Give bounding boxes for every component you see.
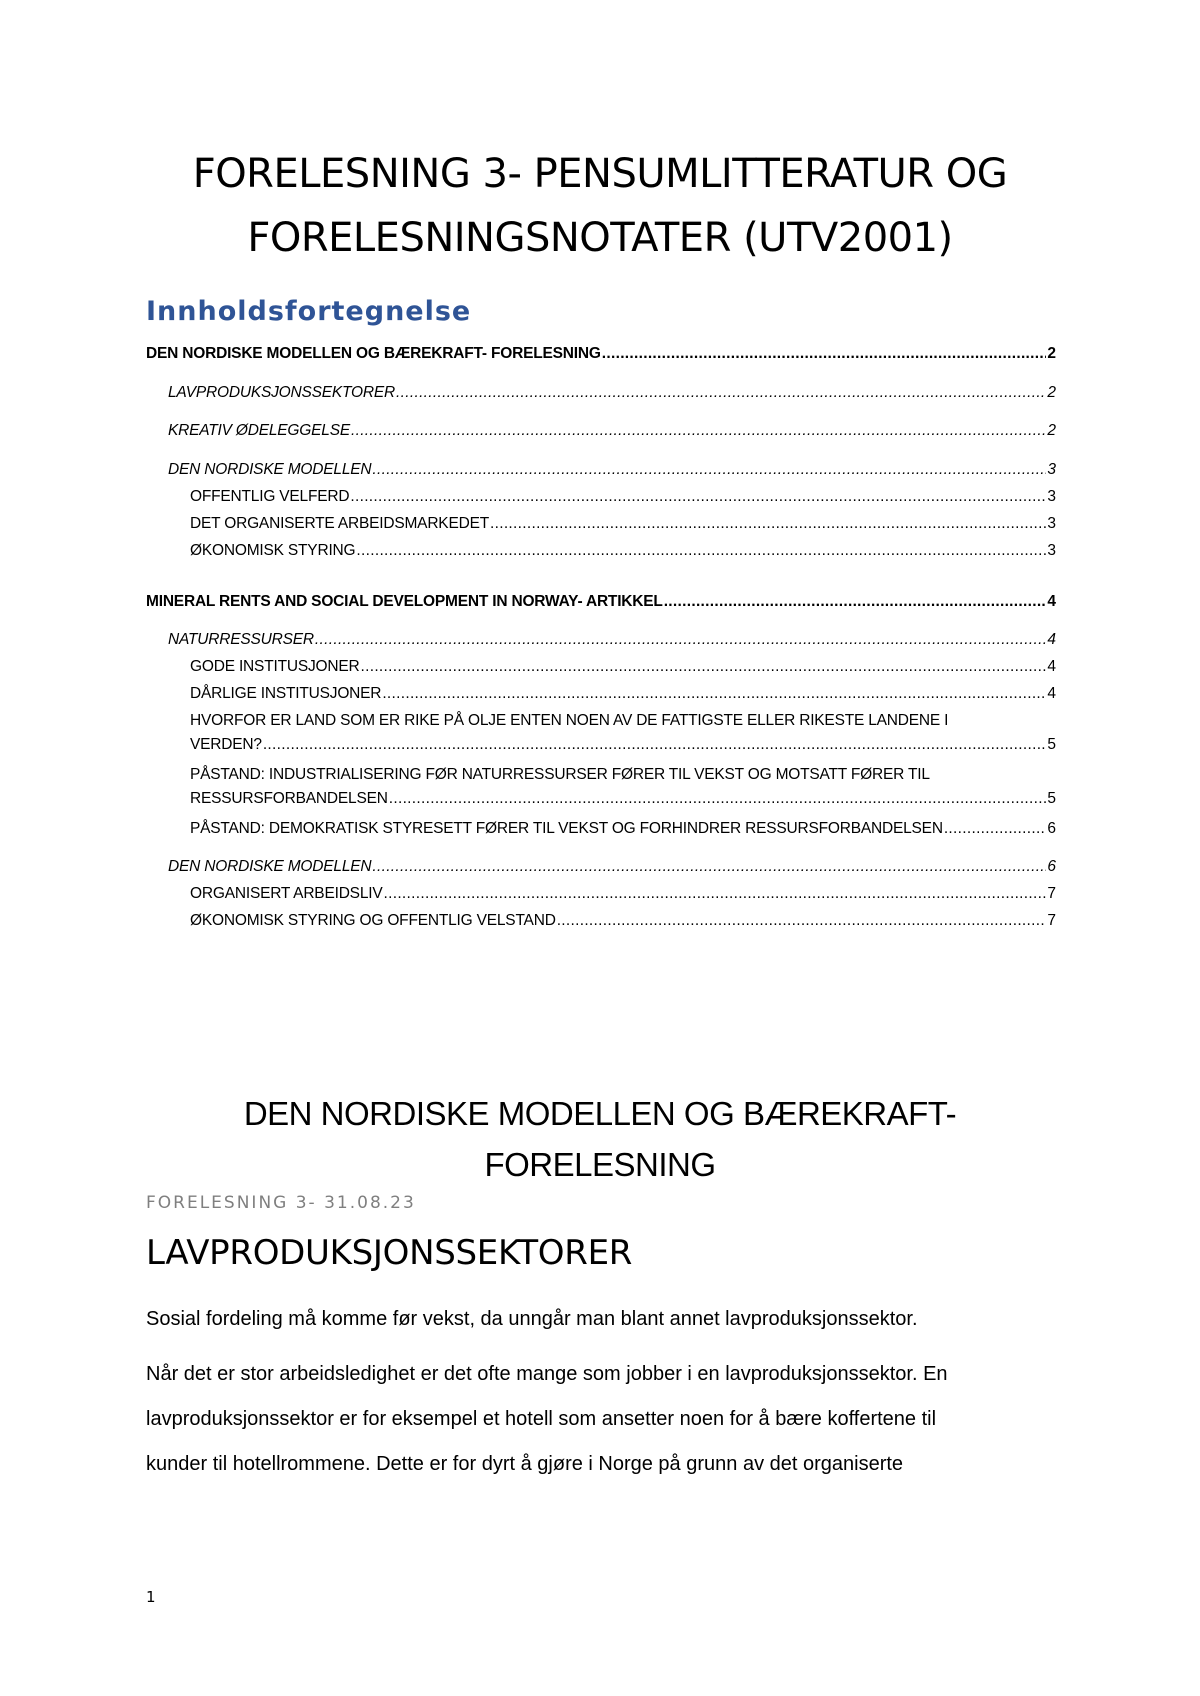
- toc-entry-page: 6: [1047, 858, 1056, 875]
- toc-leader: [389, 787, 1047, 811]
- toc-leader: [664, 590, 1047, 614]
- toc-entry-page: 4: [1047, 593, 1056, 610]
- toc-entry-page: 5: [1047, 736, 1056, 753]
- toc-leader: [490, 512, 1046, 536]
- toc-entry-page: 5: [1047, 790, 1056, 807]
- toc-leader: [361, 655, 1047, 679]
- toc-entry[interactable]: [146, 381, 1056, 405]
- toc-entry[interactable]: [146, 485, 1056, 509]
- toc-leader: [372, 855, 1046, 879]
- toc-entry-page: 3: [1047, 542, 1056, 559]
- section-heading: LAVPRODUKSJONSSEKTORER: [146, 1233, 633, 1273]
- toc-leader: [396, 381, 1046, 405]
- section-title: [100, 1088, 1100, 1190]
- toc-entry-text: VERDEN?: [190, 736, 262, 753]
- toc-entry-text-line-1: HVORFOR ER LAND SOM ER RIKE PÅ OLJE ENTEN NOEN AV DE FATTIGSTE ELLER RIKESTE LANDENE I: [190, 712, 949, 729]
- toc-entry-text: GODE INSTITUSJONER: [190, 658, 360, 675]
- toc-entry-text: ØKONOMISK STYRING: [190, 542, 356, 559]
- toc-entry[interactable]: [146, 909, 1056, 933]
- toc-entry[interactable]: [146, 655, 1056, 679]
- section-title-line-1: DEN NORDISKE MODELLEN OG BÆREKRAFT-: [243, 1095, 957, 1132]
- toc-entry[interactable]: [146, 539, 1056, 563]
- toc-entry-page: 6: [1047, 820, 1056, 837]
- toc-entry-text: DEN NORDISKE MODELLEN OG BÆREKRAFT- FORELESNING: [146, 345, 601, 362]
- toc-leader: [384, 882, 1047, 906]
- toc-entry-page: 3: [1047, 461, 1056, 478]
- toc-entry-text: PÅSTAND: DEMOKRATISK STYRESETT FØRER TIL VEKST OG FORHINDRER RESSURSFORBANDELSEN: [190, 820, 943, 837]
- document-title-line-1: FORELESNING 3- PENSUMLITTERATUR OG: [192, 151, 1008, 197]
- toc-entry-text-line-1: PÅSTAND: INDUSTRIALISERING FØR NATURRESSURSER FØRER TIL VEKST OG MOTSATT FØRER TIL: [190, 766, 930, 783]
- toc-entry-page: 4: [1047, 685, 1056, 702]
- toc-leader: [944, 817, 1047, 841]
- toc-entry[interactable]: [146, 855, 1056, 879]
- toc-entry-text: DÅRLIGE INSTITUSJONER: [190, 685, 382, 702]
- toc-entry-page: 7: [1047, 912, 1056, 929]
- toc-entry-page: 3: [1047, 488, 1056, 505]
- toc-entry[interactable]: [146, 709, 1056, 761]
- page-number: 1: [146, 1588, 156, 1606]
- toc-entry-page: 7: [1047, 885, 1056, 902]
- toc-entry-text: KREATIV ØDELEGGELSE: [168, 422, 350, 439]
- toc-entry-text: LAVPRODUKSJONSSEKTORER: [168, 384, 396, 401]
- toc-leader: [315, 628, 1046, 652]
- toc-leader: [602, 342, 1047, 366]
- section-subtitle: FORELESNING 3- 31.08.23: [146, 1193, 416, 1213]
- toc-leader: [557, 909, 1047, 933]
- document-title: [100, 142, 1100, 270]
- toc-entry-page: 4: [1047, 658, 1056, 675]
- toc-entry-text: ØKONOMISK STYRING OG OFFENTLIG VELSTAND: [190, 912, 556, 929]
- paragraph: [146, 1352, 1066, 1487]
- toc-entry[interactable]: [146, 512, 1056, 536]
- toc-leader: [350, 485, 1046, 509]
- paragraph-line: lavproduksjonssektor er for eksempel et hotell som ansetter noen for å bære koffertene til: [146, 1408, 937, 1430]
- toc-leader: [372, 458, 1046, 482]
- toc-entry[interactable]: [146, 763, 1056, 815]
- toc-entry[interactable]: [146, 882, 1056, 906]
- toc-entry-text: NATURRESSURSER: [168, 631, 314, 648]
- toc-entry-text: ORGANISERT ARBEIDSLIV: [190, 885, 383, 902]
- paragraph-line: kunder til hotellrommene. Dette er for dyrt å gjøre i Norge på grunn av det organiserte: [146, 1453, 904, 1475]
- toc-entry-page: 2: [1047, 384, 1056, 401]
- toc-entry-text: RESSURSFORBANDELSEN: [190, 790, 388, 807]
- toc-entry-page: 3: [1047, 515, 1056, 532]
- toc-entry[interactable]: [146, 342, 1056, 366]
- toc-entry-text: DET ORGANISERTE ARBEIDSMARKEDET: [190, 515, 489, 532]
- document-title-line-2: FORELESNINGSNOTATER (UTV2001): [247, 215, 953, 261]
- toc-leader: [351, 419, 1046, 443]
- toc-entry-page: 2: [1047, 345, 1056, 362]
- toc-entry-text: DEN NORDISKE MODELLEN: [168, 461, 372, 478]
- toc-entry[interactable]: [146, 419, 1056, 443]
- paragraph: Sosial fordeling må komme før vekst, da unngår man blant annet lavproduksjonssektor.: [146, 1308, 918, 1330]
- toc-heading: Innholdsfortegnelse: [146, 296, 472, 327]
- toc-leader: [263, 733, 1047, 757]
- toc-entry[interactable]: [146, 682, 1056, 706]
- toc-entry-page: 4: [1047, 631, 1056, 648]
- toc-leader: [382, 682, 1046, 706]
- toc-entry-text: DEN NORDISKE MODELLEN: [168, 858, 372, 875]
- toc-entry[interactable]: [146, 458, 1056, 482]
- toc-entry[interactable]: [146, 590, 1056, 614]
- toc-entry[interactable]: [146, 628, 1056, 652]
- toc-entry-text: MINERAL RENTS AND SOCIAL DEVELOPMENT IN NORWAY- ARTIKKEL: [146, 593, 663, 610]
- toc-entry-page: 2: [1047, 422, 1056, 439]
- toc-entry[interactable]: [146, 817, 1056, 841]
- toc-entry-text: OFFENTLIG VELFERD: [190, 488, 350, 505]
- toc-leader: [356, 539, 1046, 563]
- paragraph-line: Når det er stor arbeidsledighet er det ofte mange som jobber i en lavproduksjonssektor. En: [146, 1363, 948, 1385]
- section-title-line-2: FORELESNING: [484, 1146, 716, 1183]
